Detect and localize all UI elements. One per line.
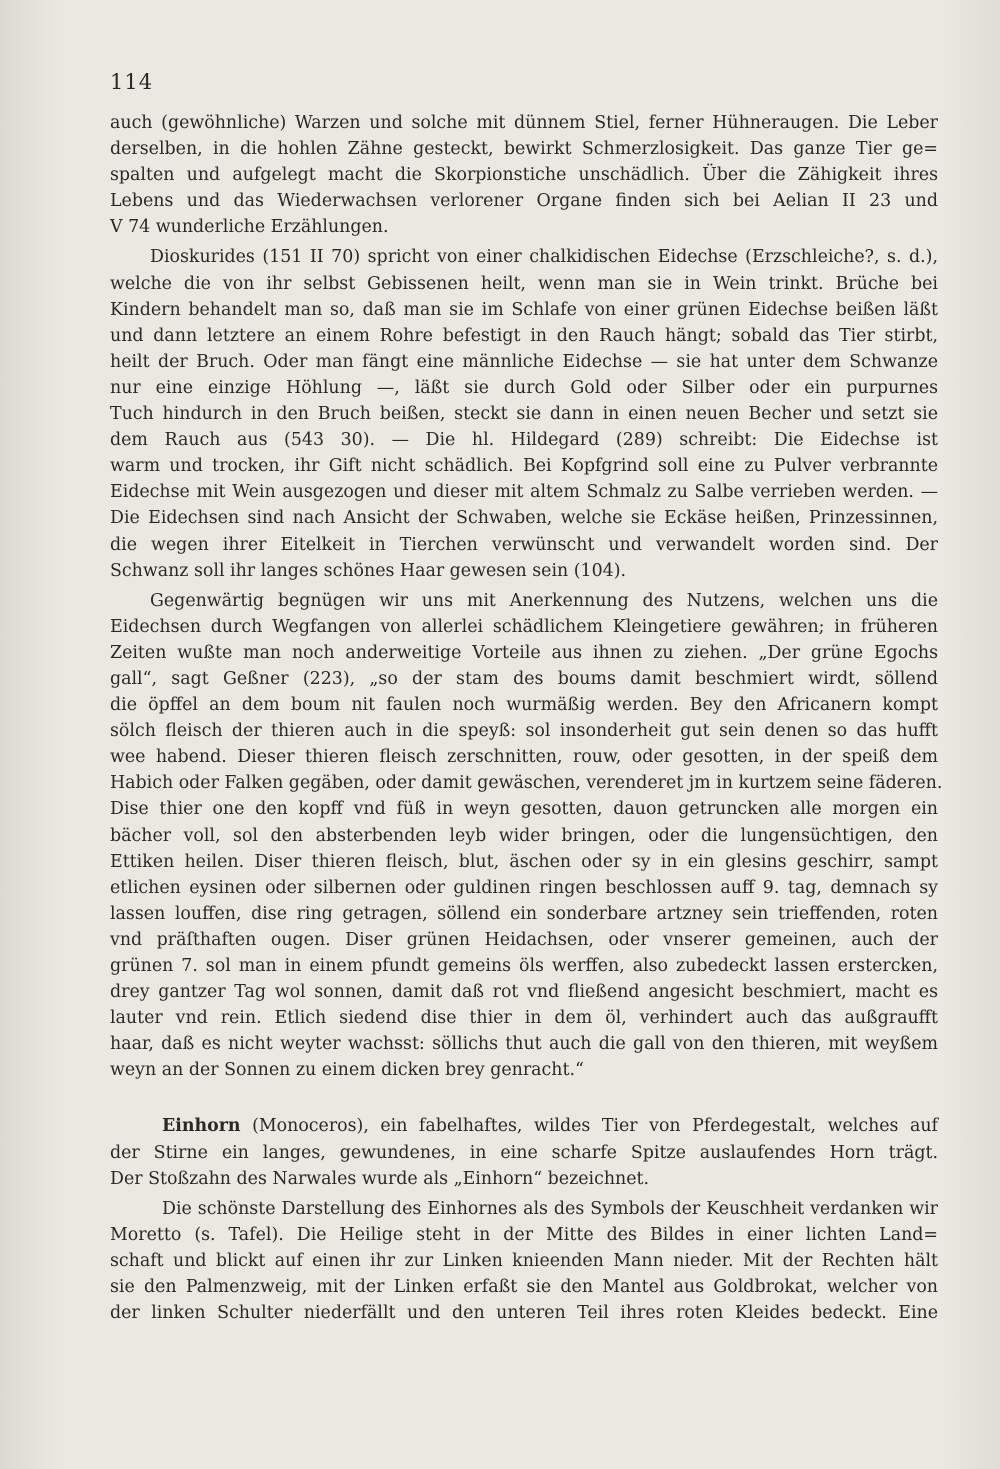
text-line: V 74 wunderliche Erzählungen. xyxy=(110,217,389,238)
text-line: und dann letztere an einem Rohre befestigt in den Rauch hängt; sobald das Tier stirbt, xyxy=(110,325,938,346)
text-line: Eidechsen durch Wegfangen von allerlei schädlichem Kleingetiere gewähren; in früheren xyxy=(110,616,938,637)
paragraph xyxy=(110,110,938,240)
text-line: Der Stoßzahn des Narwales wurde als „Einhorn“ bezeichnet. xyxy=(110,1168,650,1189)
text-line: Gegenwärtig begnügen wir uns mit Anerkennung des Nutzens, welchen uns die xyxy=(150,590,938,611)
text-line: drey gantzer Tag wol sonnen, damit daß rot vnd fließend angesicht beschmiert, macht es xyxy=(110,982,938,1003)
entry-einhorn xyxy=(110,1113,938,1191)
text-line: Die schönste Darstellung des Einhornes als des Symbols der Keuschheit verdanken wir xyxy=(162,1198,938,1219)
text-line: die öpffel an dem boum nit faulen noch wurmäßig werden. Bey den Africanern kompt xyxy=(110,695,938,716)
text-line: heilt der Bruch. Oder man fängt eine männliche Eidechse — sie hat unter dem Schwanze xyxy=(110,351,938,372)
paragraph xyxy=(110,1196,938,1326)
text-line: Dise thier one den kopff vnd füß in weyn gesotten, dauon getruncken alle morgen ein xyxy=(110,799,938,820)
text-line: Tuch hindurch in den Bruch beißen, steckt sie dann in einen neuen Becher und setzt sie xyxy=(110,404,938,425)
text-line: Ettiken heilen. Diser thieren fleisch, blut, äschen oder sy in ein glesins geschirr, sampt xyxy=(110,851,938,872)
text-line: Zeiten wußte man noch anderweitige Vorteile aus ihnen zu ziehen. „Der grüne Egochs xyxy=(110,642,938,663)
text-line: vnd präſthaften ougen. Diser grünen Heidachsen, oder vnserer gemeinen, auch der xyxy=(110,929,938,950)
text-line: welche die von ihr selbst Gebissenen heilt, wenn man sie in Wein trinkt. Brüche bei xyxy=(110,273,938,294)
text-line: Eidechse mit Wein ausgezogen und dieser mit altem Schmalz zu Salbe verrieben werden. — xyxy=(110,482,938,503)
text-line: nur eine einzige Höhlung —, läßt sie durch Gold oder Silber oder ein purpurnes xyxy=(110,377,938,398)
page-number: 114 xyxy=(110,70,154,94)
text-line: wee habend. Dieser thieren fleisch zerschnitten, rouw, oder gesotten, in der speiß dem xyxy=(110,747,938,768)
text-line: Moretto (s. Tafel). Die Heilige steht in der Mitte des Bildes in einer lichten Land= xyxy=(110,1224,938,1245)
text-line: weyn an der Sonnen zu einem dicken brey genracht.“ xyxy=(110,1060,584,1081)
text-line: Die Eidechsen sind nach Ansicht der Schwaben, welche sie Eckäse heißen, Prinzessinnen, xyxy=(110,508,938,529)
text-line: der Stirne ein langes, gewundenes, in eine scharfe Spitze auslaufendes Horn trägt. xyxy=(110,1142,938,1163)
paragraph xyxy=(110,244,938,583)
text-line: der linken Schulter niederfällt und den unteren Teil ihres roten Kleides bedeckt. Eine xyxy=(110,1303,938,1324)
entry-heading: Einhorn xyxy=(162,1116,241,1137)
text-line: bächer voll, sol den absterbenden leyb wider bringen, oder die lungensüchtigen, den xyxy=(110,825,938,846)
text-line: dem Rauch aus (543 30). — Die hl. Hildegard (289) schreibt: Die Eidechse ist xyxy=(110,430,938,451)
text-line: derselben, in die hohlen Zähne gesteckt, bewirkt Schmerzlosigkeit. Das ganze Tier ge= xyxy=(110,139,938,160)
text-line: die wegen ihrer Eitelkeit in Tierchen verwünscht und verwandelt worden sind. Der xyxy=(110,534,938,555)
text-line: etlichen eysinen oder silbernen oder guldinen ringen beschlossen auff 9. tag, demnach sy xyxy=(110,877,938,898)
text-line: spalten und aufgelegt macht die Skorpionstiche unschädlich. Über die Zähigkeit ihres xyxy=(110,165,938,186)
text-line: auch (gewöhnliche) Warzen und solche mit dünnem Stiel, ferner Hühneraugen. Die Leber xyxy=(110,113,938,133)
text-line xyxy=(110,1113,938,1139)
text-line: lassen louffen, dise ring getragen, söllend ein sonderbare artzney sein trieffenden, roten xyxy=(110,903,938,924)
text-line: Lebens und das Wiederwachsen verlorener Organe finden sich bei Aelian II 23 und xyxy=(110,191,938,212)
text-run: (Monoceros), ein fabelhaftes, wildes Tier von Pferdegestalt, welches auf xyxy=(240,1116,938,1137)
text-line: lauter vnd rein. Etlich siedend dise thier in dem öl, verhindert auch das außgraufft xyxy=(110,1008,938,1029)
text-line: Kindern behandelt man so, daß man sie im Schlafe von einer grünen Eidechse beißen läßt xyxy=(110,299,938,320)
text-line: sölch fleisch der thieren auch in die speyß: sol insonderheit gut sein denen so das hufft xyxy=(110,721,938,742)
text-line: gall“, sagt Geßner (223), „so der stam des boums damit beschmiert wirdt, söllend xyxy=(110,668,938,689)
text-line: haar, daß es nicht weyter wachsst: söllichs thut auch die gall von den thieren, mit weyßem xyxy=(110,1034,938,1055)
text-line: Habich oder Falken gegäben, oder damit gewäschen, verenderet jm in kurtzem seine fäderen. xyxy=(110,773,943,794)
text-line: Schwanz soll ihr langes schönes Haar gewesen sein (104). xyxy=(110,560,627,581)
paragraph xyxy=(110,588,943,1084)
text-line: sie den Palmenzweig, mit der Linken erfaßt sie den Mantel aus Goldbrokat, welcher von xyxy=(110,1277,938,1298)
text-line: warm und trocken, ihr Gift nicht schädlich. Bei Kopfgrind soll eine zu Pulver verbrannte xyxy=(110,456,938,477)
text-body xyxy=(110,110,943,1326)
text-line: grünen 7. sol man in einem pfundt gemeins öls werffen, also zubedeckt lassen erstercken, xyxy=(110,956,938,976)
section-gap xyxy=(110,1083,938,1113)
text-line: Dioskurides (151 II 70) spricht von einer chalkidischen Eidechse (Erzschleiche?, s. d.), xyxy=(150,247,938,268)
text-line: schaft und blickt auf einen ihr zur Linken knieenden Mann nieder. Mit der Rechten hält xyxy=(110,1250,938,1271)
